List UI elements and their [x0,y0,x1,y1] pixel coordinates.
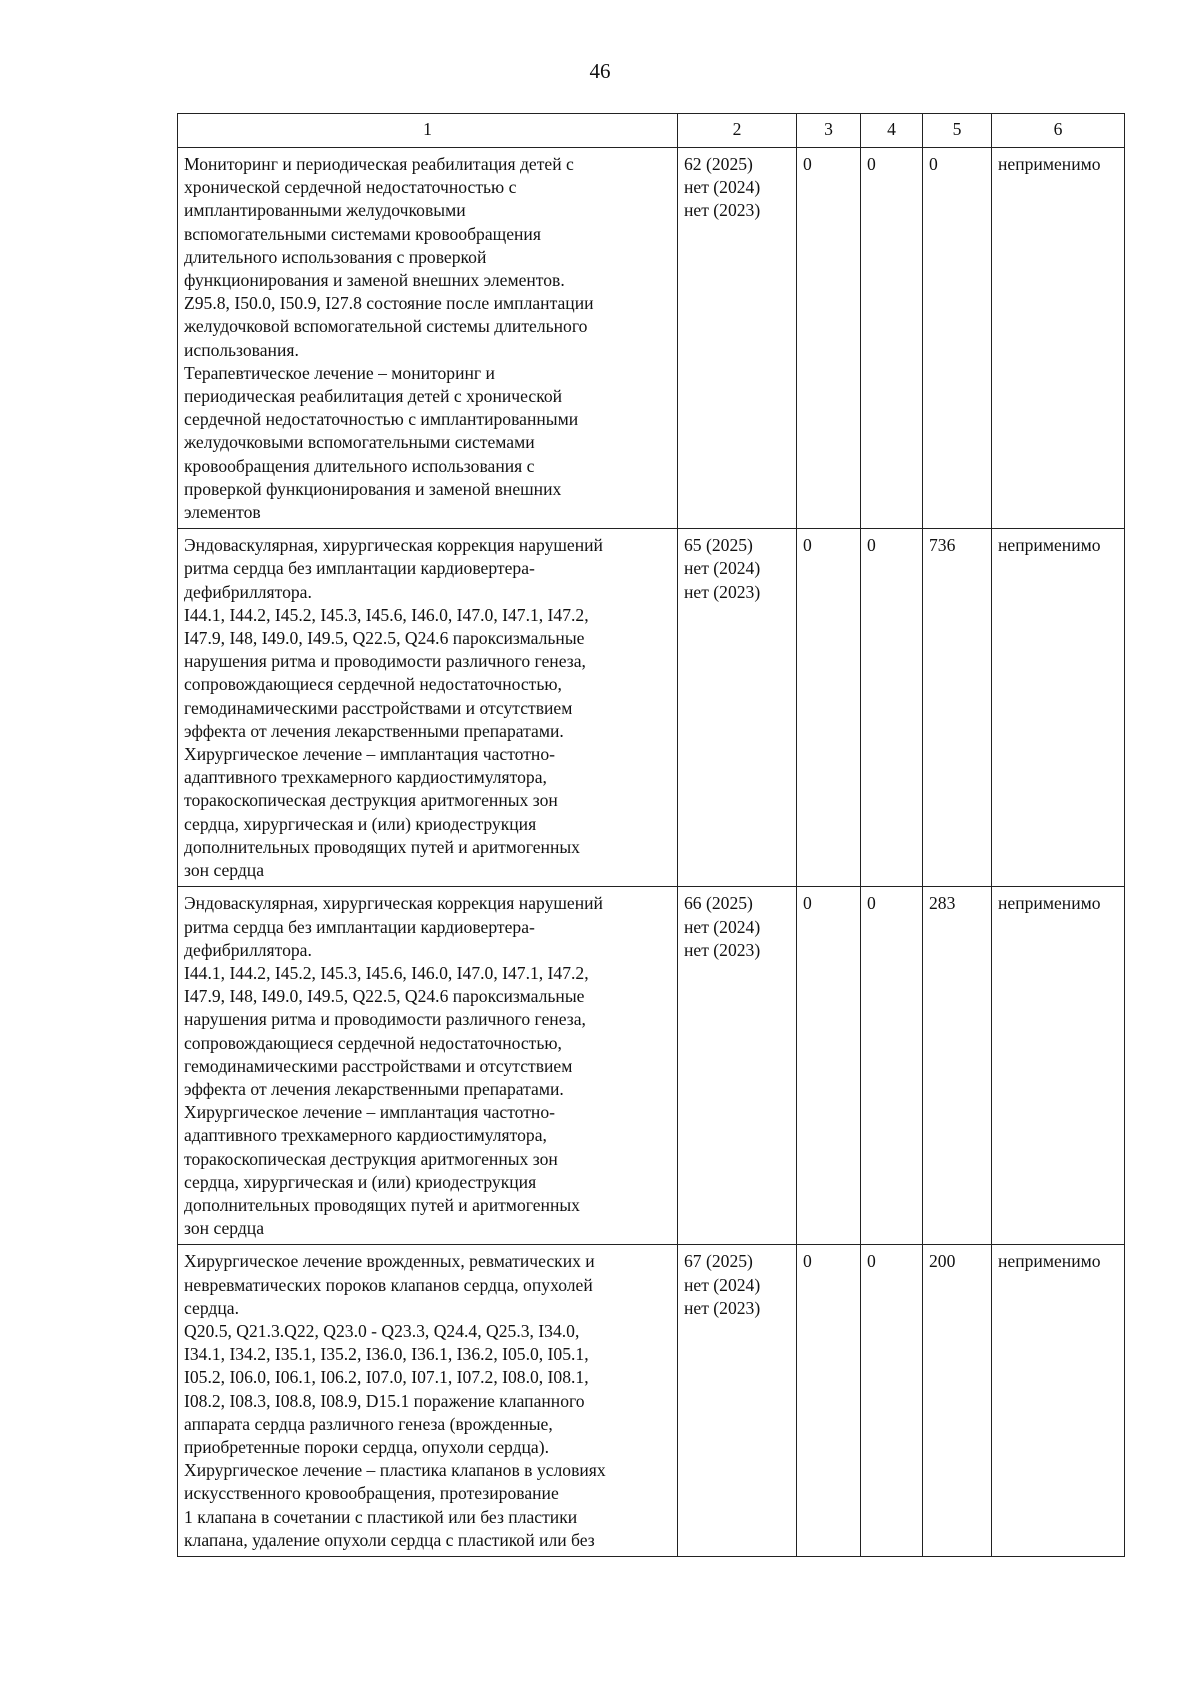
column-header-3: 3 [797,114,861,148]
row-col5: 200 [923,1245,992,1557]
row-col2: 67 (2025) нет (2024) нет (2023) [678,1245,797,1557]
row-col4: 0 [861,887,923,1245]
row-col3: 0 [797,529,861,887]
row-col5: 0 [923,148,992,529]
row-col4: 0 [861,1245,923,1557]
row-description: Хирургическое лечение врожденных, ревматических и невревматических пороков клапанов сердца, опухолей сердца. Q20.5, Q21.3.Q22, Q23.0 - Q23.3, Q24.4, Q25.3, I34.0, I34.1, I34.2, I35.1, I35.2, I36.0, I36.1, I36.2, I05.0, I05.1, I05.2, I06.0, I06.1, I06.2, I07.0, I07.1, I07.2, I08.0, I08.1, I08.2, I08.3, I08.8, I08.9, D15.1 поражение клапанного аппарата сердца различного генеза (врожденные, приобретенные пороки сердца, опухоли сердца). Хирургическое лечение – пластика клапанов в условиях искусственного кровообращения, протезирование 1 клапана в сочетании с пластикой или без пластики клапана, удаление опухоли сердца с пластикой или без [178,1245,678,1557]
row-col3: 0 [797,887,861,1245]
column-header-4: 4 [861,114,923,148]
table-header-row [178,114,1125,148]
row-description: Эндоваскулярная, хирургическая коррекция нарушений ритма сердца без имплантации кардиовертера- дефибриллятора. I44.1, I44.2, I45.2, I45.3, I45.6, I46.0, I47.0, I47.1, I47.2, I47.9, I48, I49.0, I49.5, Q22.5, Q24.6 пароксизмальные нарушения ритма и проводимости различного генеза, сопровождающиеся сердечной недостаточностью, гемодинамическими расстройствами и отсутствием эффекта от лечения лекарственными препаратами. Хирургическое лечение – имплантация частотно- адаптивного трехкамерного кардиостимулятора, торакоскопическая деструкция аритмогенных зон сердца, хирургическая и (или) криодеструкция дополнительных проводящих путей и аритмогенных зон сердца [178,529,678,887]
row-description: Мониторинг и периодическая реабилитация детей с хронической сердечной недостаточностью с имплантированными желудочковыми вспомогательными системами кровообращения длительного использования с проверкой функционирования и заменой внешних элементов. Z95.8, I50.0, I50.9, I27.8 состояние после имплантации желудочковой вспомогательной системы длительного использования. Терапевтическое лечение – мониторинг и периодическая реабилитация детей с хронической сердечной недостаточностью с имплантированными желудочковыми вспомогательными системами кровообращения длительного использования с проверкой функционирования и заменой внешних элементов [178,148,678,529]
row-col2: 62 (2025) нет (2024) нет (2023) [678,148,797,529]
row-col6: неприменимо [992,887,1125,1245]
row-col5: 283 [923,887,992,1245]
page-number: 46 [589,59,611,83]
table-row [178,529,1125,887]
column-header-2: 2 [678,114,797,148]
column-header-5: 5 [923,114,992,148]
row-col4: 0 [861,529,923,887]
row-col4: 0 [861,148,923,529]
table-row [178,887,1125,1245]
row-col3: 0 [797,1245,861,1557]
row-col2: 66 (2025) нет (2024) нет (2023) [678,887,797,1245]
row-col6: неприменимо [992,1245,1125,1557]
row-col6: неприменимо [992,529,1125,887]
row-col5: 736 [923,529,992,887]
data-table [177,113,1125,1557]
row-description: Эндоваскулярная, хирургическая коррекция нарушений ритма сердца без имплантации кардиовертера- дефибриллятора. I44.1, I44.2, I45.2, I45.3, I45.6, I46.0, I47.0, I47.1, I47.2, I47.9, I48, I49.0, I49.5, Q22.5, Q24.6 пароксизмальные нарушения ритма и проводимости различного генеза, сопровождающиеся сердечной недостаточностью, гемодинамическими расстройствами и отсутствием эффекта от лечения лекарственными препаратами. Хирургическое лечение – имплантация частотно- адаптивного трехкамерного кардиостимулятора, торакоскопическая деструкция аритмогенных зон сердца, хирургическая и (или) криодеструкция дополнительных проводящих путей и аритмогенных зон сердца [178,887,678,1245]
table-row [178,148,1125,529]
table-row [178,1245,1125,1557]
column-header-1: 1 [178,114,678,148]
column-header-6: 6 [992,114,1125,148]
row-col3: 0 [797,148,861,529]
row-col6: неприменимо [992,148,1125,529]
row-col2: 65 (2025) нет (2024) нет (2023) [678,529,797,887]
